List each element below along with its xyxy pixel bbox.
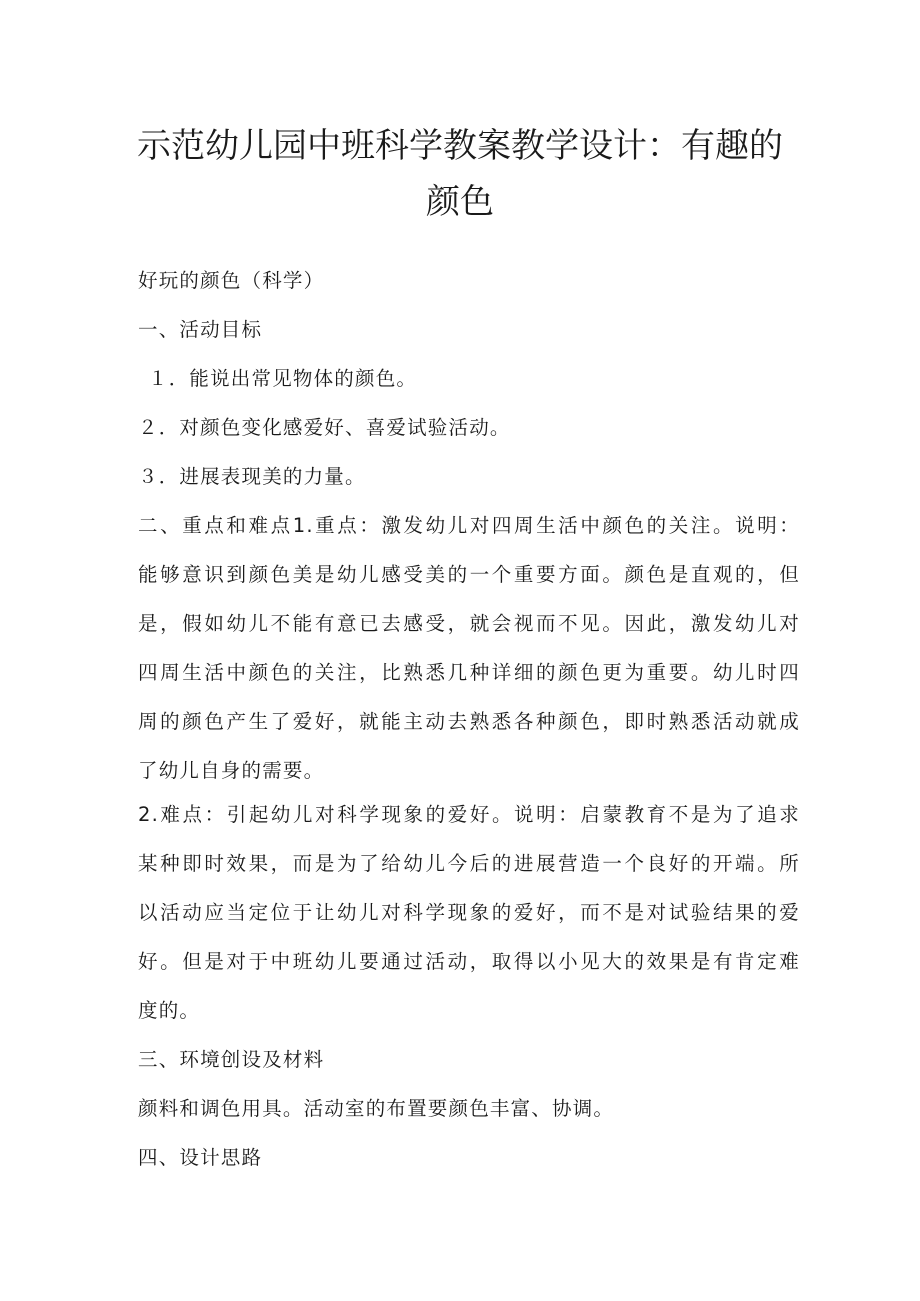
subtitle: 好玩的颜色（科学） (138, 269, 325, 292)
document-title (100, 118, 820, 230)
section-3-heading: 三、环境创设及材料 (138, 1048, 325, 1071)
goal-1: １．能说出常见物体的颜色。 (148, 367, 418, 390)
section-2-line-2: 能够意识到颜色美是幼儿感受美的一个重要方面。颜色是直观的，但 (138, 563, 800, 586)
difficulty-line-3: 以活动应当定位于让幼儿对科学现象的爱好，而不是对试验结果的爱 (138, 901, 800, 924)
section-2-line-1: 二、重点和难点1.重点：激发幼儿对四周生活中颜色的关注。说明： (138, 514, 800, 537)
title-line-2: 颜色 (426, 182, 494, 222)
section-4-heading: 四、设计思路 (138, 1146, 263, 1169)
section-2-line-5: 周的颜色产生了爱好，就能主动去熟悉各种颜色，即时熟悉活动就成 (138, 710, 800, 733)
goal-3: ３．进展表现美的力量。 (138, 465, 366, 488)
materials-text: 颜料和调色用具。活动室的布置要颜色丰富、协调。 (138, 1097, 615, 1120)
section-2-line-4: 四周生活中颜色的关注，比熟悉几种详细的颜色更为重要。幼儿时四 (138, 661, 800, 684)
difficulty-line-1: 2.难点：引起幼儿对科学现象的爱好。说明：启蒙教育不是为了追求 (138, 803, 800, 826)
section-2-line-6: 了幼儿自身的需要。 (138, 759, 325, 782)
difficulty-line-4: 好。但是对于中班幼儿要通过活动，取得以小见大的效果是有肯定难 (138, 950, 800, 973)
title-line-1: 示范幼儿园中班科学教案教学设计：有趣的 (137, 126, 783, 166)
difficulty-line-5: 度的。 (138, 999, 201, 1022)
section-1-heading: 一、活动目标 (138, 318, 263, 341)
goal-2: ２．对颜色变化感爱好、喜爱试验活动。 (138, 416, 511, 439)
difficulty-line-2: 某种即时效果，而是为了给幼儿今后的进展营造一个良好的开端。所 (138, 852, 800, 875)
section-2-line-3: 是，假如幼儿不能有意已去感受，就会视而不见。因此，激发幼儿对 (138, 612, 800, 635)
